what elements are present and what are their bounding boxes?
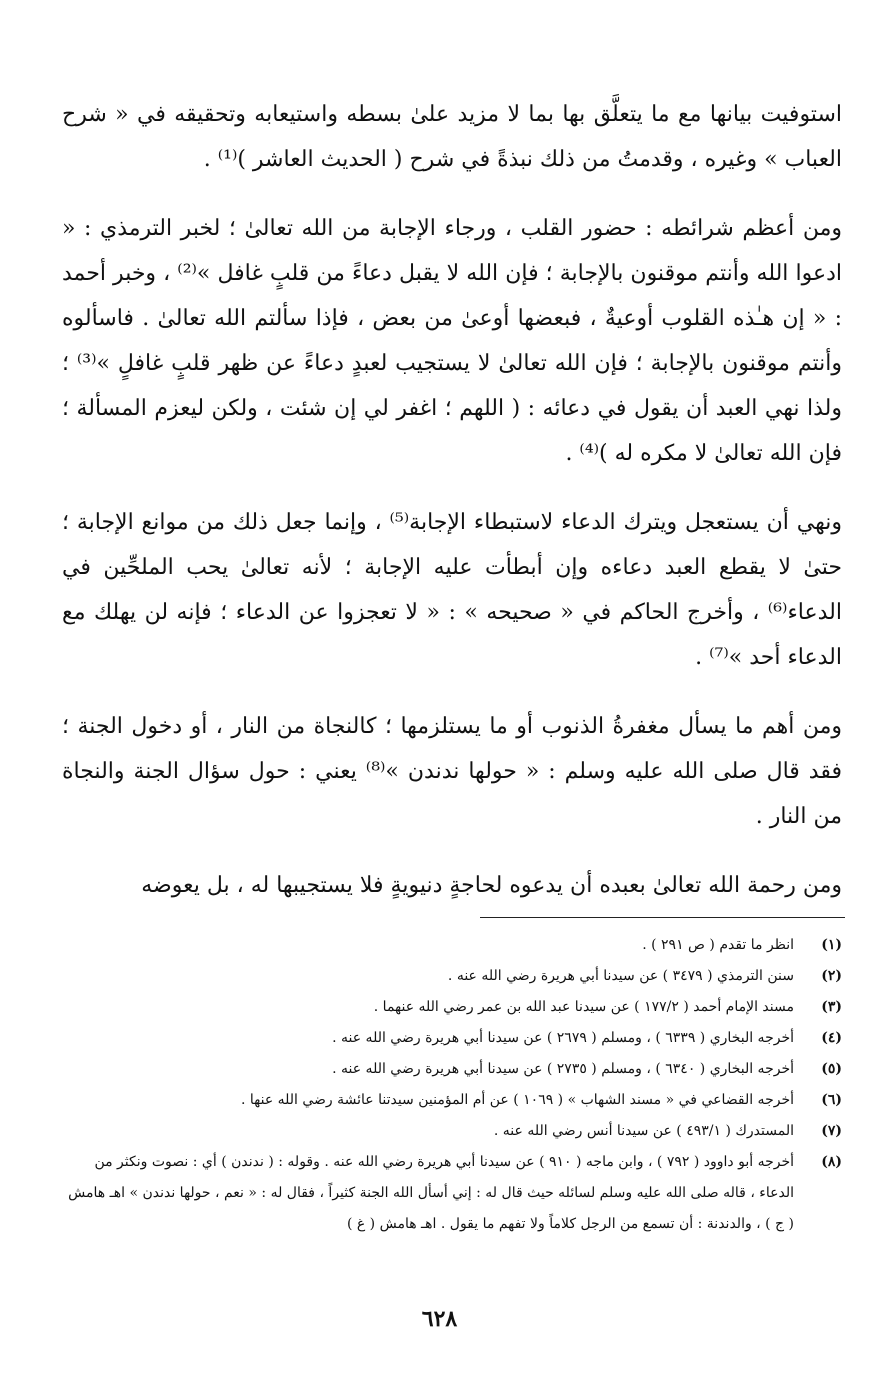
footnote-text: مسند الإمام أحمد ( ١٧٧/٢ ) عن سيدنا عبد الله بن عمر رضي الله عنهما . xyxy=(373,999,794,1015)
main-text xyxy=(62,92,842,932)
footnote-text: انظر ما تقدم ( ص ٢٩١ ) . xyxy=(642,937,794,953)
footnote-number: (٦) xyxy=(821,1092,842,1108)
footnote-number: (٣) xyxy=(821,999,842,1015)
footnote-number: (١) xyxy=(821,937,842,953)
paragraph-5: ومن رحمة الله تعالىٰ بعبده أن يدعوه لحاجةٍ دنيويةٍ فلا يستجيبها له ، بل يعوضه xyxy=(141,873,842,898)
footnote-text: أخرجه أبو داوود ( ٧٩٢ ) ، وابن ماجه ( ٩١٠ ) عن سيدنا أبي هريرة رضي الله عنه . وقوله : ( ندندن ) أي : نصوت ونكثر من الدعاء ، قاله صلى الله عليه وسلم لسائله حيث قال له : إني أسأل الله الجنة كثيراً ، فقال له : « نعم ، حولها ندندن » اهـ هامش ( ج ) ، والدندنة : أن تسمع من الرجل كلاماً ولا تفهم ما يقول . اهـ هامش ( غ ) xyxy=(68,1154,794,1232)
footnote-text: المستدرك ( ٤٩٣/١ ) عن سيدنا أنس رضي الله عنه . xyxy=(493,1123,794,1139)
footnote-4 xyxy=(62,1023,842,1054)
footnote-text: أخرجه البخاري ( ٦٣٣٩ ) ، ومسلم ( ٢٦٧٩ ) عن سيدنا أبي هريرة رضي الله عنه . xyxy=(332,1030,794,1046)
footnote-5 xyxy=(62,1054,842,1085)
paragraph-2: ومن أعظم شرائطه : حضور القلب ، ورجاء الإجابة من الله تعالىٰ ؛ لخبر الترمذي : « ادعوا الله وأنتم موقنون بالإجابة ؛ فإن الله لا يقبل دعاءً من قلبٍ غافل »⁽²⁾ ، وخبر أحمد : « إن هـٰذه القلوب أوعيةٌ ، فبعضها أوعىٰ من بعض ، فإذا سألتم الله تعالىٰ . فاسألوه وأنتم موقنون بالإجابة ؛ فإن الله تعالىٰ لا يستجيب لعبدٍ دعاءً عن ظهر قلبٍ غافلٍ »⁽³⁾ ؛ ولذا نهي العبد أن يقول في دعائه : ( اللهم ؛ اغفر لي إن شئت ، ولكن ليعزم المسألة ؛ فإن الله تعالىٰ لا مكره له )⁽⁴⁾ . xyxy=(62,216,842,466)
footnote-divider xyxy=(480,917,845,918)
footnote-2 xyxy=(62,961,842,992)
footnote-3 xyxy=(62,992,842,1023)
footnote-7 xyxy=(62,1116,842,1147)
footnote-text: سنن الترمذي ( ٣٤٧٩ ) عن سيدنا أبي هريرة رضي الله عنه . xyxy=(447,968,794,984)
footnote-number: (٥) xyxy=(821,1061,842,1077)
footnote-text: أخرجه البخاري ( ٦٣٤٠ ) ، ومسلم ( ٢٧٣٥ ) عن سيدنا أبي هريرة رضي الله عنه . xyxy=(332,1061,794,1077)
footnote-8 xyxy=(62,1147,842,1240)
footnote-1 xyxy=(62,930,842,961)
paragraph-3: ونهي أن يستعجل ويترك الدعاء لاستبطاء الإجابة⁽⁵⁾ ، وإنما جعل ذلك من موانع الإجابة ؛ حتىٰ لا يقطع العبد دعاءه وإن أبطأت عليه الإجابة ؛ لأنه تعالىٰ يحب الملحِّين في الدعاء⁽⁶⁾ ، وأخرج الحاكم في « صحيحه » : « لا تعجزوا عن الدعاء ؛ فإنه لن يهلك مع الدعاء أحد »⁽⁷⁾ . xyxy=(62,510,842,670)
footnote-text: أخرجه القضاعي في « مسند الشهاب » ( ١٠٦٩ ) عن أم المؤمنين سيدتنا عائشة رضي الله عنها . xyxy=(240,1092,794,1108)
footnotes xyxy=(62,930,842,1240)
paragraph-1: استوفيت بيانها مع ما يتعلَّق بها بما لا مزيد علىٰ بسطه واستيعابه وتحقيقه في « شرح العباب » وغيره ، وقدمتُ من ذلك نبذةً في شرح ( الحديث العاشر )⁽¹⁾ . xyxy=(62,102,842,172)
footnote-number: (٤) xyxy=(821,1030,842,1046)
footnote-number: (٧) xyxy=(821,1123,842,1139)
footnote-number: (٨) xyxy=(821,1154,842,1170)
footnote-6 xyxy=(62,1085,842,1116)
page-number: ٦٢٨ xyxy=(421,1306,458,1332)
footnote-number: (٢) xyxy=(821,968,842,984)
paragraph-4: ومن أهم ما يسأل مغفرةُ الذنوب أو ما يستلزمها ؛ كالنجاة من النار ، أو دخول الجنة ؛ فقد قال صلى الله عليه وسلم : « حولها ندندن »⁽⁸⁾ يعني : حول سؤال الجنة والنجاة من النار . xyxy=(62,714,842,829)
